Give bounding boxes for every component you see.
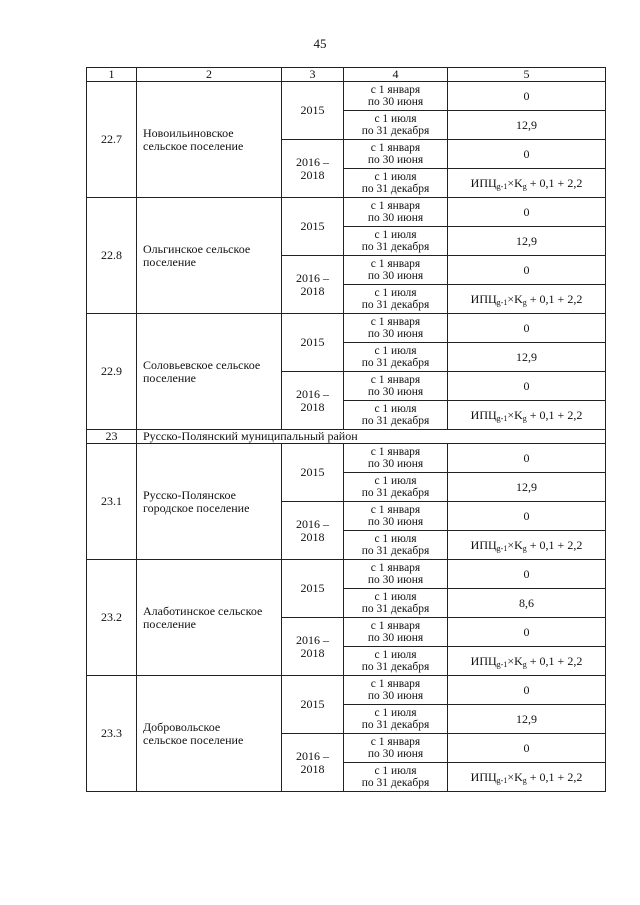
year-line: 2018: [300, 529, 325, 544]
period-line: по 30 июня: [367, 386, 424, 398]
period-line: с 1 июля: [374, 533, 417, 545]
value-cell: 0: [448, 140, 606, 169]
settlement-name-line: Новоильиновское: [143, 125, 234, 140]
period-cell: [344, 618, 448, 647]
column-number: 3: [282, 68, 344, 82]
period-line: с 1 июля: [374, 171, 417, 183]
tariff-formula: $ИПЦ_{g-1}\times K_g + 0,1 + 2,2$: [470, 291, 583, 307]
year-line: 2016 –: [296, 386, 329, 401]
period-cell: [344, 227, 448, 256]
period-cell: [344, 444, 448, 473]
period-cell: [344, 734, 448, 763]
year-cell: [282, 256, 344, 314]
tariff-table: [86, 67, 606, 792]
period-line: с 1 января: [370, 374, 421, 386]
period-cell: [344, 198, 448, 227]
region-number: 23: [87, 430, 137, 444]
table-row: [87, 676, 606, 705]
value-cell: 12,9: [448, 227, 606, 256]
period-cell: [344, 401, 448, 430]
page-number: 45: [313, 36, 327, 51]
settlement-name: [137, 444, 282, 560]
year-line: 2018: [300, 167, 325, 182]
value-cell: [448, 285, 606, 314]
period-cell: [344, 82, 448, 111]
table-row: [87, 198, 606, 227]
period-line: по 31 декабря: [361, 357, 430, 369]
period-line: по 31 декабря: [361, 603, 430, 615]
tariff-formula: $ИПЦ_{g-1}\times K_g + 0,1 + 2,2$: [470, 653, 583, 669]
settlement-name: [137, 82, 282, 198]
value-cell: 0: [448, 314, 606, 343]
value-cell: 0: [448, 560, 606, 589]
table-row: [87, 444, 606, 473]
year-cell: [282, 502, 344, 560]
year-line: 2015: [300, 465, 325, 479]
year-line: 2016 –: [296, 270, 329, 285]
year-line: 2015: [300, 219, 325, 233]
period-cell: [344, 256, 448, 285]
year-cell: [282, 734, 344, 792]
period-cell: [344, 502, 448, 531]
period-cell: [344, 169, 448, 198]
period-line: по 30 июня: [367, 154, 424, 166]
period-line: с 1 июля: [374, 113, 417, 125]
year-cell: [282, 140, 344, 198]
settlement-name-line: Алаботинское сельское: [143, 603, 263, 618]
year-line: 2018: [300, 761, 325, 776]
value-cell: [448, 763, 606, 792]
period-line: с 1 июля: [374, 591, 417, 603]
settlement-name-line: Соловьевское сельское: [143, 357, 261, 372]
period-line: с 1 января: [370, 678, 421, 690]
value-cell: 0: [448, 502, 606, 531]
settlement-name-line: Ольгинское сельское: [143, 241, 251, 256]
value-cell: 0: [448, 734, 606, 763]
value-cell: 0: [448, 82, 606, 111]
settlement-name-line: Добровольское: [143, 719, 221, 734]
settlement-name-line: поселение: [143, 370, 197, 385]
period-cell: [344, 285, 448, 314]
column-number: 4: [344, 68, 448, 82]
period-cell: [344, 560, 448, 589]
year-cell: [282, 676, 344, 734]
period-cell: [344, 372, 448, 401]
period-line: по 30 июня: [367, 212, 424, 224]
settlement-name: [137, 560, 282, 676]
region-row: [87, 430, 606, 444]
tariff-formula: $ИПЦ_{g-1}\times K_g + 0,1 + 2,2$: [470, 407, 583, 423]
value-cell: 0: [448, 198, 606, 227]
settlement-name-line: сельское поселение: [143, 138, 244, 153]
value-cell: 0: [448, 256, 606, 285]
period-line: по 31 декабря: [361, 125, 430, 137]
settlement-number: 22.8: [87, 198, 137, 314]
value-cell: 12,9: [448, 111, 606, 140]
period-cell: [344, 343, 448, 372]
period-line: с 1 января: [370, 200, 421, 212]
period-line: с 1 июля: [374, 403, 417, 415]
settlement-number: 23.3: [87, 676, 137, 792]
column-number: 2: [137, 68, 282, 82]
value-cell: 0: [448, 444, 606, 473]
settlement-number: 22.7: [87, 82, 137, 198]
period-line: с 1 июля: [374, 765, 417, 777]
period-line: с 1 января: [370, 84, 421, 96]
year-line: 2015: [300, 581, 325, 595]
value-cell: 0: [448, 676, 606, 705]
period-cell: [344, 473, 448, 502]
year-line: 2015: [300, 335, 325, 349]
value-cell: 8,6: [448, 589, 606, 618]
period-line: с 1 января: [370, 142, 421, 154]
table-row: [87, 314, 606, 343]
period-line: с 1 июля: [374, 475, 417, 487]
period-line: с 1 января: [370, 736, 421, 748]
settlement-number: 22.9: [87, 314, 137, 430]
period-line: по 30 июня: [367, 458, 424, 470]
year-line: 2016 –: [296, 154, 329, 169]
value-cell: 0: [448, 618, 606, 647]
period-cell: [344, 676, 448, 705]
value-cell: [448, 647, 606, 676]
period-line: с 1 января: [370, 258, 421, 270]
period-line: с 1 января: [370, 446, 421, 458]
value-cell: [448, 531, 606, 560]
year-cell: [282, 560, 344, 618]
year-cell: [282, 444, 344, 502]
region-name: Русско-Полянский муниципальный район: [137, 430, 606, 444]
period-line: с 1 июля: [374, 649, 417, 661]
period-line: по 31 декабря: [361, 545, 430, 557]
settlement-name: [137, 314, 282, 430]
period-line: по 30 июня: [367, 516, 424, 528]
period-line: с 1 июля: [374, 345, 417, 357]
period-line: по 30 июня: [367, 328, 424, 340]
value-cell: 0: [448, 372, 606, 401]
settlement-name: [137, 198, 282, 314]
settlement-name-line: поселение: [143, 254, 197, 269]
period-line: по 31 декабря: [361, 299, 430, 311]
year-cell: [282, 82, 344, 140]
period-line: по 30 июня: [367, 632, 424, 644]
value-cell: 12,9: [448, 705, 606, 734]
period-line: с 1 июля: [374, 229, 417, 241]
period-line: с 1 января: [370, 504, 421, 516]
year-line: 2018: [300, 283, 325, 298]
period-cell: [344, 314, 448, 343]
year-line: 2016 –: [296, 632, 329, 647]
year-cell: [282, 372, 344, 430]
period-line: по 31 декабря: [361, 487, 430, 499]
period-cell: [344, 111, 448, 140]
period-line: с 1 июля: [374, 287, 417, 299]
period-line: с 1 января: [370, 316, 421, 328]
period-line: по 31 декабря: [361, 777, 430, 789]
period-line: по 30 июня: [367, 690, 424, 702]
period-cell: [344, 589, 448, 618]
year-line: 2016 –: [296, 516, 329, 531]
settlement-number: 23.2: [87, 560, 137, 676]
year-line: 2015: [300, 103, 325, 117]
tariff-formula: $ИПЦ_{g-1}\times K_g + 0,1 + 2,2$: [470, 537, 583, 553]
header-row: [87, 68, 606, 82]
period-line: по 31 декабря: [361, 719, 430, 731]
value-cell: [448, 169, 606, 198]
settlement-name-line: Русско-Полянское: [143, 487, 236, 502]
table-row: [87, 560, 606, 589]
period-cell: [344, 705, 448, 734]
year-line: 2018: [300, 645, 325, 660]
period-line: по 30 июня: [367, 96, 424, 108]
period-cell: [344, 531, 448, 560]
period-line: по 30 июня: [367, 574, 424, 586]
settlement-name-line: поселение: [143, 616, 197, 631]
settlement-name-line: сельское поселение: [143, 732, 244, 747]
period-cell: [344, 763, 448, 792]
period-line: с 1 января: [370, 562, 421, 574]
period-line: по 30 июня: [367, 270, 424, 282]
period-line: по 31 декабря: [361, 241, 430, 253]
table-row: [87, 82, 606, 111]
year-cell: [282, 198, 344, 256]
tariff-formula: $ИПЦ_{g-1}\times K_g + 0,1 + 2,2$: [470, 769, 583, 785]
tariff-formula: $ИПЦ_{g-1}\times K_g + 0,1 + 2,2$: [470, 175, 583, 191]
column-number: 1: [87, 68, 137, 82]
period-line: по 30 июня: [367, 748, 424, 760]
period-cell: [344, 647, 448, 676]
value-cell: 12,9: [448, 343, 606, 372]
year-line: 2016 –: [296, 748, 329, 763]
column-number: 5: [448, 68, 606, 82]
value-cell: [448, 401, 606, 430]
settlement-name: [137, 676, 282, 792]
period-line: по 31 декабря: [361, 415, 430, 427]
year-cell: [282, 618, 344, 676]
value-cell: 12,9: [448, 473, 606, 502]
period-line: по 31 декабря: [361, 183, 430, 195]
period-cell: [344, 140, 448, 169]
settlement-name-line: городское поселение: [143, 500, 250, 515]
period-line: с 1 июля: [374, 707, 417, 719]
period-line: по 31 декабря: [361, 661, 430, 673]
settlement-number: 23.1: [87, 444, 137, 560]
year-line: 2018: [300, 399, 325, 414]
period-line: с 1 января: [370, 620, 421, 632]
year-line: 2015: [300, 697, 325, 711]
year-cell: [282, 314, 344, 372]
